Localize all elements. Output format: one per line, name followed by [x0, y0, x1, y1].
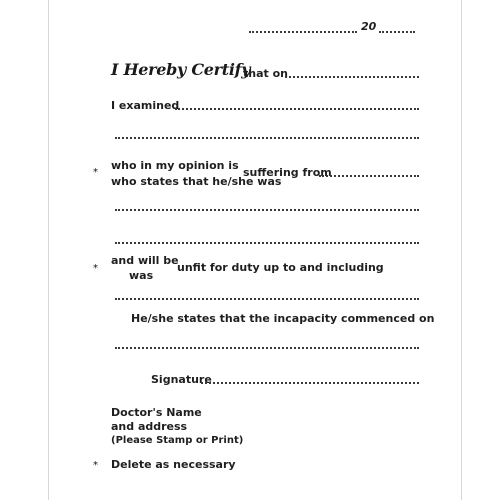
doctor-name-label: Doctor's Name: [111, 406, 202, 419]
diagnosis-line-2[interactable]: [115, 242, 419, 244]
opinion-line1: who in my opinion is: [111, 159, 239, 172]
date-year-field[interactable]: [379, 31, 415, 33]
suffering-from-field[interactable]: [319, 175, 419, 177]
certificate-page: [48, 0, 462, 500]
will-be-line1: and will be: [111, 254, 179, 267]
opinion-line2: who states that he/she was: [111, 175, 282, 188]
delete-note: Delete as necessary: [111, 458, 236, 471]
certify-heading: I Hereby Certify: [111, 60, 251, 79]
unfit-label: unfit for duty up to and including: [177, 261, 384, 274]
doctor-stamp-note: (Please Stamp or Print): [111, 435, 244, 446]
examined-label: I examined: [111, 99, 180, 112]
unfit-until-field[interactable]: [115, 298, 419, 300]
will-be-line2: was: [129, 269, 154, 282]
that-on-date-field[interactable]: [285, 76, 419, 78]
signature-label: Signature: [151, 373, 212, 386]
incapacity-date-field[interactable]: [115, 347, 419, 349]
opinion-star: *: [93, 167, 98, 178]
suffering-label: suffering from: [243, 166, 332, 179]
examined-name-field[interactable]: [175, 108, 419, 110]
incapacity-label: He/she states that the incapacity commenced on: [131, 312, 435, 325]
year-prefix: 20: [361, 20, 377, 33]
delete-note-star: *: [93, 460, 98, 471]
will-be-star: *: [93, 263, 98, 274]
diagnosis-line-1[interactable]: [115, 209, 419, 211]
date-day-month-field[interactable]: [249, 31, 357, 33]
signature-field[interactable]: [201, 382, 419, 384]
that-on-label: that on: [243, 67, 288, 80]
doctor-address-label: and address: [111, 420, 188, 433]
examined-continuation-field[interactable]: [115, 137, 419, 139]
